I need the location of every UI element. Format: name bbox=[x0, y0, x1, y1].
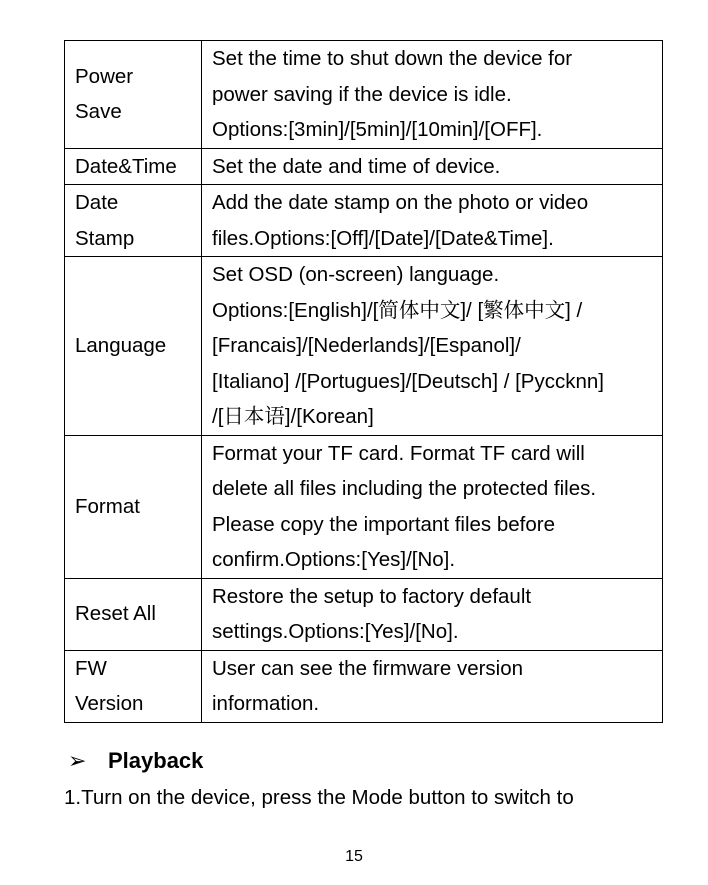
setting-name-line: Version bbox=[75, 692, 144, 715]
setting-name-cell bbox=[65, 650, 202, 722]
setting-description-line: [Francais]/[Nederlands]/[Espanol]/ bbox=[212, 334, 521, 357]
setting-description-cell bbox=[202, 41, 663, 149]
setting-description-line: confirm.Options:[Yes]/[No]. bbox=[212, 548, 456, 571]
setting-description-line: User can see the firmware version bbox=[212, 656, 524, 680]
setting-name-cell bbox=[65, 435, 202, 578]
setting-name-line: Power bbox=[75, 64, 134, 88]
setting-name-line: Save bbox=[75, 100, 122, 124]
table-row bbox=[65, 257, 663, 436]
table-row bbox=[65, 578, 663, 650]
setting-description-line: Options:[English]/[简体中文]/ [繁体中文] / bbox=[212, 298, 583, 322]
setting-name-cell bbox=[65, 148, 202, 185]
setting-name-cell bbox=[65, 257, 202, 436]
setting-name-cell bbox=[65, 578, 202, 650]
table-row bbox=[65, 41, 663, 149]
setting-description-line: Format your TF card. Format TF card will bbox=[212, 441, 585, 465]
setting-description-cell bbox=[202, 257, 663, 436]
setting-name-cell bbox=[65, 41, 202, 149]
body-paragraph: 1.Turn on the device, press the Mode button to switch to bbox=[64, 786, 574, 809]
table-row bbox=[65, 185, 663, 257]
setting-description-line: power saving if the device is idle. bbox=[212, 82, 512, 106]
section-heading bbox=[68, 748, 203, 774]
setting-description-line: Set the date and time of device. bbox=[212, 154, 501, 178]
page-number: 15 bbox=[345, 848, 363, 865]
table-row bbox=[65, 435, 663, 578]
section-title: Playback bbox=[108, 748, 204, 773]
setting-description-line: information. bbox=[212, 692, 320, 715]
setting-description-cell bbox=[202, 185, 663, 257]
setting-name-line: Format bbox=[75, 494, 140, 518]
setting-name-cell bbox=[65, 185, 202, 257]
setting-description-line: files.Options:[Off]/[Date]/[Date&Time]. bbox=[212, 226, 554, 250]
settings-table-body bbox=[65, 41, 663, 723]
setting-name-line: Reset All bbox=[75, 602, 156, 626]
setting-name-line: FW bbox=[75, 656, 107, 680]
setting-description-line: /[日本语]/[Korean] bbox=[212, 405, 374, 428]
arrow-bullet-icon: ➢ bbox=[68, 748, 87, 773]
table-row bbox=[65, 650, 663, 722]
setting-description-line: [Italiano] /[Portugues]/[Deutsch] / [Pyccknn] bbox=[212, 369, 604, 393]
setting-name-line: Language bbox=[75, 334, 167, 357]
setting-name-line: Date&Time bbox=[75, 154, 177, 178]
setting-description-line: Restore the setup to factory default bbox=[212, 584, 532, 608]
setting-description-line: Set OSD (on-screen) language. bbox=[212, 263, 500, 286]
setting-description-line: Please copy the important files before bbox=[212, 512, 555, 536]
setting-description-cell bbox=[202, 148, 663, 185]
setting-description-line: settings.Options:[Yes]/[No]. bbox=[212, 620, 459, 643]
setting-description-cell bbox=[202, 578, 663, 650]
setting-description-line: Set the time to shut down the device for bbox=[212, 47, 573, 70]
setting-description-line: Options:[3min]/[5min]/[10min]/[OFF]. bbox=[212, 118, 543, 141]
settings-table bbox=[64, 40, 663, 723]
table-row bbox=[65, 148, 663, 185]
setting-description-line: Add the date stamp on the photo or video bbox=[212, 191, 589, 214]
setting-description-line: delete all files including the protected files. bbox=[212, 477, 597, 500]
setting-description-cell bbox=[202, 435, 663, 578]
setting-name-line: Stamp bbox=[75, 226, 135, 250]
setting-description-cell bbox=[202, 650, 663, 722]
setting-name-line: Date bbox=[75, 191, 119, 214]
